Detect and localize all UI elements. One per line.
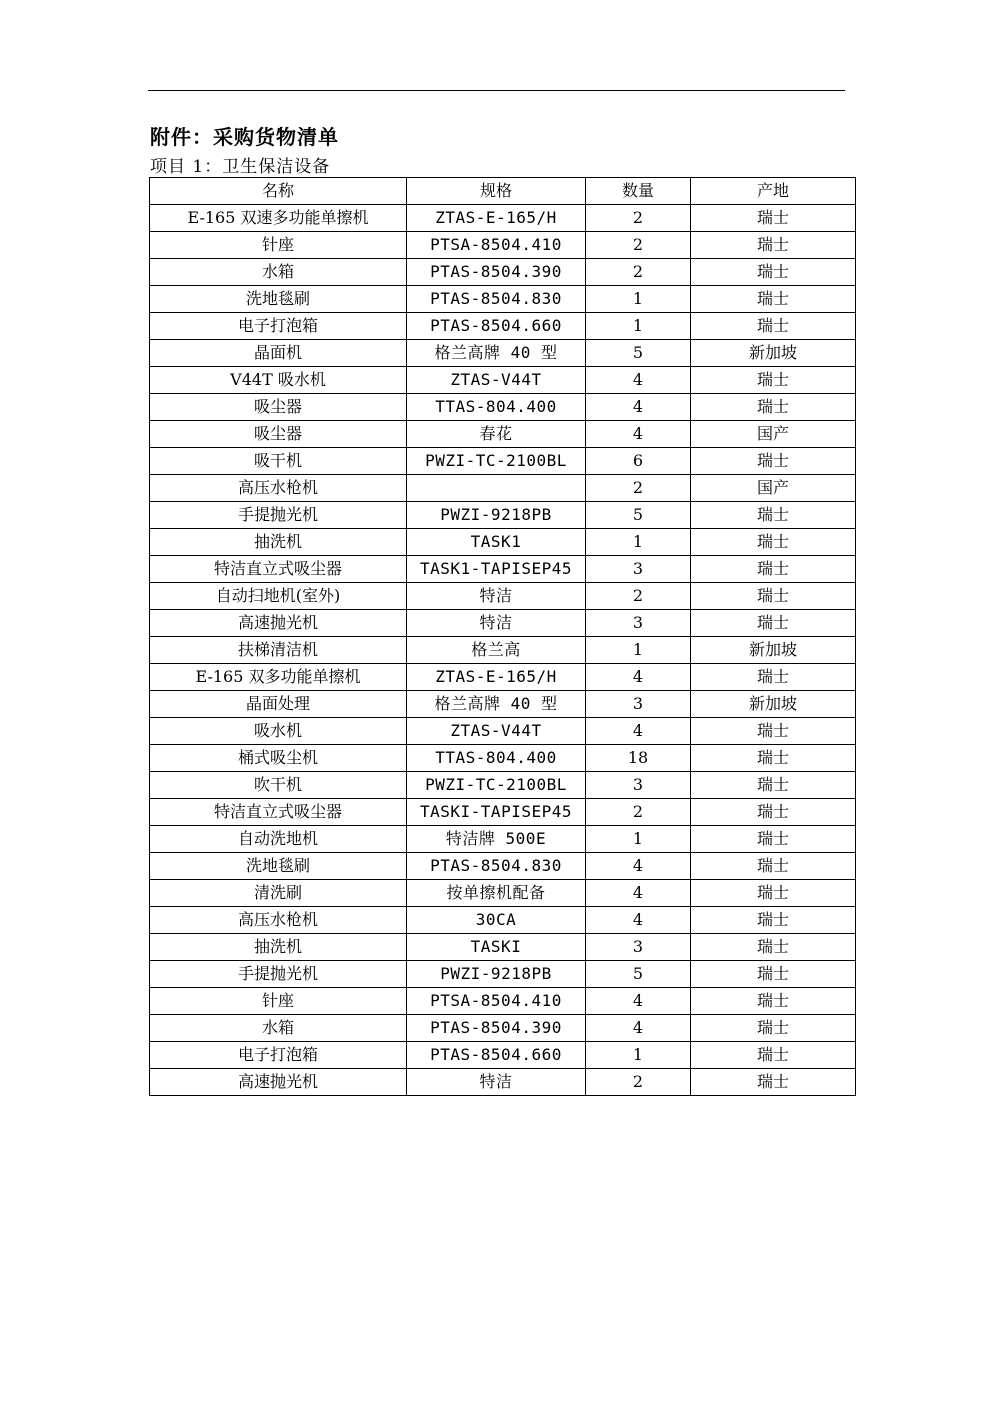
cell-origin: 国产	[691, 475, 856, 502]
cell-name: 吸尘器	[150, 421, 407, 448]
cell-spec: TASKI-TAPISEP45	[407, 799, 586, 826]
cell-spec: 特洁	[407, 583, 586, 610]
table-row	[150, 799, 856, 826]
table-row	[150, 286, 856, 313]
cell-spec: ZTAS-E-165/H	[407, 205, 586, 232]
cell-quantity: 2	[586, 232, 691, 259]
cell-name: 扶梯清洁机	[150, 637, 407, 664]
cell-quantity: 4	[586, 718, 691, 745]
cell-name: 水箱	[150, 259, 407, 286]
cell-name: 高速抛光机	[150, 610, 407, 637]
table-row	[150, 961, 856, 988]
cell-spec: PTAS-8504.660	[407, 313, 586, 340]
cell-origin: 瑞士	[691, 961, 856, 988]
cell-spec: PWZI-9218PB	[407, 502, 586, 529]
cell-name: 高压水枪机	[150, 475, 407, 502]
cell-spec: PWZI-9218PB	[407, 961, 586, 988]
table-row	[150, 556, 856, 583]
table-row	[150, 637, 856, 664]
cell-quantity: 4	[586, 367, 691, 394]
cell-quantity: 4	[586, 880, 691, 907]
cell-quantity: 3	[586, 772, 691, 799]
cell-origin: 瑞士	[691, 448, 856, 475]
cell-quantity: 2	[586, 475, 691, 502]
cell-spec: 特洁	[407, 610, 586, 637]
cell-name: 抽洗机	[150, 529, 407, 556]
cell-origin: 瑞士	[691, 610, 856, 637]
cell-origin: 新加坡	[691, 691, 856, 718]
table-row	[150, 610, 856, 637]
cell-spec: 格兰高	[407, 637, 586, 664]
cell-quantity: 2	[586, 205, 691, 232]
cell-quantity: 1	[586, 286, 691, 313]
cell-name: 吸水机	[150, 718, 407, 745]
cell-origin: 瑞士	[691, 988, 856, 1015]
cell-quantity: 4	[586, 1015, 691, 1042]
cell-spec: ZTAS-V44T	[407, 367, 586, 394]
cell-name: E-165 双速多功能单擦机	[150, 205, 407, 232]
cell-name: 针座	[150, 232, 407, 259]
table-row	[150, 718, 856, 745]
cell-origin: 新加坡	[691, 637, 856, 664]
cell-spec: 按单擦机配备	[407, 880, 586, 907]
cell-quantity: 1	[586, 529, 691, 556]
header-spec: 规格	[407, 178, 586, 205]
cell-name: 吸尘器	[150, 394, 407, 421]
cell-spec: PTSA-8504.410	[407, 232, 586, 259]
cell-name: 特洁直立式吸尘器	[150, 799, 407, 826]
cell-quantity: 4	[586, 394, 691, 421]
table-row	[150, 988, 856, 1015]
cell-spec: TTAS-804.400	[407, 394, 586, 421]
cell-name: 吸干机	[150, 448, 407, 475]
cell-quantity: 4	[586, 664, 691, 691]
cell-name: 高压水枪机	[150, 907, 407, 934]
table-row	[150, 826, 856, 853]
cell-spec: 30CA	[407, 907, 586, 934]
table-row	[150, 1015, 856, 1042]
table-row	[150, 394, 856, 421]
cell-spec: 格兰高牌 40 型	[407, 340, 586, 367]
cell-origin: 瑞士	[691, 529, 856, 556]
table-row	[150, 205, 856, 232]
cell-spec: TASK1	[407, 529, 586, 556]
table-row	[150, 664, 856, 691]
cell-origin: 瑞士	[691, 853, 856, 880]
cell-name: 抽洗机	[150, 934, 407, 961]
cell-quantity: 3	[586, 610, 691, 637]
document-title: 附件：采购货物清单	[150, 125, 339, 149]
cell-origin: 瑞士	[691, 205, 856, 232]
cell-origin: 新加坡	[691, 340, 856, 367]
cell-quantity: 2	[586, 583, 691, 610]
cell-name: 自动扫地机(室外)	[150, 583, 407, 610]
cell-origin: 瑞士	[691, 286, 856, 313]
table-row	[150, 502, 856, 529]
cell-quantity: 4	[586, 421, 691, 448]
cell-origin: 瑞士	[691, 664, 856, 691]
cell-spec: TTAS-804.400	[407, 745, 586, 772]
table-row	[150, 313, 856, 340]
cell-origin: 瑞士	[691, 367, 856, 394]
cell-quantity: 4	[586, 853, 691, 880]
cell-spec: PTAS-8504.830	[407, 853, 586, 880]
cell-name: 高速抛光机	[150, 1069, 407, 1096]
cell-name: 特洁直立式吸尘器	[150, 556, 407, 583]
cell-origin: 瑞士	[691, 502, 856, 529]
table-row	[150, 340, 856, 367]
cell-name: 清洗刷	[150, 880, 407, 907]
cell-name: 晶面机	[150, 340, 407, 367]
cell-name: 水箱	[150, 1015, 407, 1042]
cell-spec: PTAS-8504.390	[407, 1015, 586, 1042]
cell-quantity: 3	[586, 691, 691, 718]
cell-quantity: 1	[586, 826, 691, 853]
cell-spec	[407, 475, 586, 502]
cell-name: 晶面处理	[150, 691, 407, 718]
cell-quantity: 2	[586, 259, 691, 286]
cell-spec: PWZI-TC-2100BL	[407, 772, 586, 799]
cell-origin: 瑞士	[691, 718, 856, 745]
cell-name: 针座	[150, 988, 407, 1015]
goods-table	[149, 177, 856, 1096]
cell-quantity: 1	[586, 313, 691, 340]
cell-origin: 瑞士	[691, 394, 856, 421]
cell-origin: 瑞士	[691, 259, 856, 286]
table-row	[150, 529, 856, 556]
header-origin: 产地	[691, 178, 856, 205]
cell-origin: 瑞士	[691, 583, 856, 610]
header-rule	[148, 90, 845, 91]
table-row	[150, 772, 856, 799]
cell-quantity: 4	[586, 907, 691, 934]
cell-quantity: 3	[586, 934, 691, 961]
cell-origin: 瑞士	[691, 1042, 856, 1069]
table-row	[150, 421, 856, 448]
cell-origin: 瑞士	[691, 799, 856, 826]
cell-spec: PWZI-TC-2100BL	[407, 448, 586, 475]
cell-name: 电子打泡箱	[150, 313, 407, 340]
table-header-row	[150, 178, 856, 205]
cell-quantity: 5	[586, 961, 691, 988]
cell-spec: 格兰高牌 40 型	[407, 691, 586, 718]
table-row	[150, 475, 856, 502]
table-row	[150, 232, 856, 259]
cell-origin: 瑞士	[691, 745, 856, 772]
cell-name: 手提抛光机	[150, 961, 407, 988]
cell-quantity: 1	[586, 1042, 691, 1069]
cell-quantity: 2	[586, 1069, 691, 1096]
cell-origin: 瑞士	[691, 232, 856, 259]
cell-name: 桶式吸尘机	[150, 745, 407, 772]
header-quantity: 数量	[586, 178, 691, 205]
cell-origin: 瑞士	[691, 556, 856, 583]
cell-quantity: 3	[586, 556, 691, 583]
cell-origin: 瑞士	[691, 1069, 856, 1096]
header-name: 名称	[150, 178, 407, 205]
cell-origin: 瑞士	[691, 880, 856, 907]
cell-name: V44T 吸水机	[150, 367, 407, 394]
table-row	[150, 367, 856, 394]
cell-quantity: 5	[586, 502, 691, 529]
cell-spec: 春花	[407, 421, 586, 448]
table-row	[150, 448, 856, 475]
cell-name: 自动洗地机	[150, 826, 407, 853]
cell-spec: PTAS-8504.660	[407, 1042, 586, 1069]
cell-quantity: 18	[586, 745, 691, 772]
cell-name: E-165 双多功能单擦机	[150, 664, 407, 691]
cell-origin: 瑞士	[691, 313, 856, 340]
table-row	[150, 691, 856, 718]
cell-name: 吹干机	[150, 772, 407, 799]
cell-quantity: 2	[586, 799, 691, 826]
cell-spec: PTSA-8504.410	[407, 988, 586, 1015]
table-row	[150, 934, 856, 961]
table-row	[150, 745, 856, 772]
cell-spec: 特洁牌 500E	[407, 826, 586, 853]
cell-quantity: 4	[586, 988, 691, 1015]
cell-name: 手提抛光机	[150, 502, 407, 529]
cell-origin: 瑞士	[691, 1015, 856, 1042]
cell-origin: 瑞士	[691, 772, 856, 799]
table-row	[150, 853, 856, 880]
table-row	[150, 1042, 856, 1069]
table-row	[150, 259, 856, 286]
cell-name: 电子打泡箱	[150, 1042, 407, 1069]
cell-spec: ZTAS-E-165/H	[407, 664, 586, 691]
cell-spec: ZTAS-V44T	[407, 718, 586, 745]
cell-origin: 瑞士	[691, 826, 856, 853]
table-row	[150, 1069, 856, 1096]
cell-spec: PTAS-8504.830	[407, 286, 586, 313]
cell-spec: 特洁	[407, 1069, 586, 1096]
project-subtitle: 项目 1：卫生保洁设备	[150, 157, 331, 177]
cell-spec: TASKI	[407, 934, 586, 961]
table-row	[150, 880, 856, 907]
cell-spec: TASK1-TAPISEP45	[407, 556, 586, 583]
cell-quantity: 5	[586, 340, 691, 367]
cell-quantity: 1	[586, 637, 691, 664]
table-row	[150, 583, 856, 610]
table-row	[150, 907, 856, 934]
cell-origin: 瑞士	[691, 907, 856, 934]
cell-name: 洗地毯刷	[150, 286, 407, 313]
cell-origin: 国产	[691, 421, 856, 448]
cell-quantity: 6	[586, 448, 691, 475]
cell-spec: PTAS-8504.390	[407, 259, 586, 286]
cell-name: 洗地毯刷	[150, 853, 407, 880]
cell-origin: 瑞士	[691, 934, 856, 961]
